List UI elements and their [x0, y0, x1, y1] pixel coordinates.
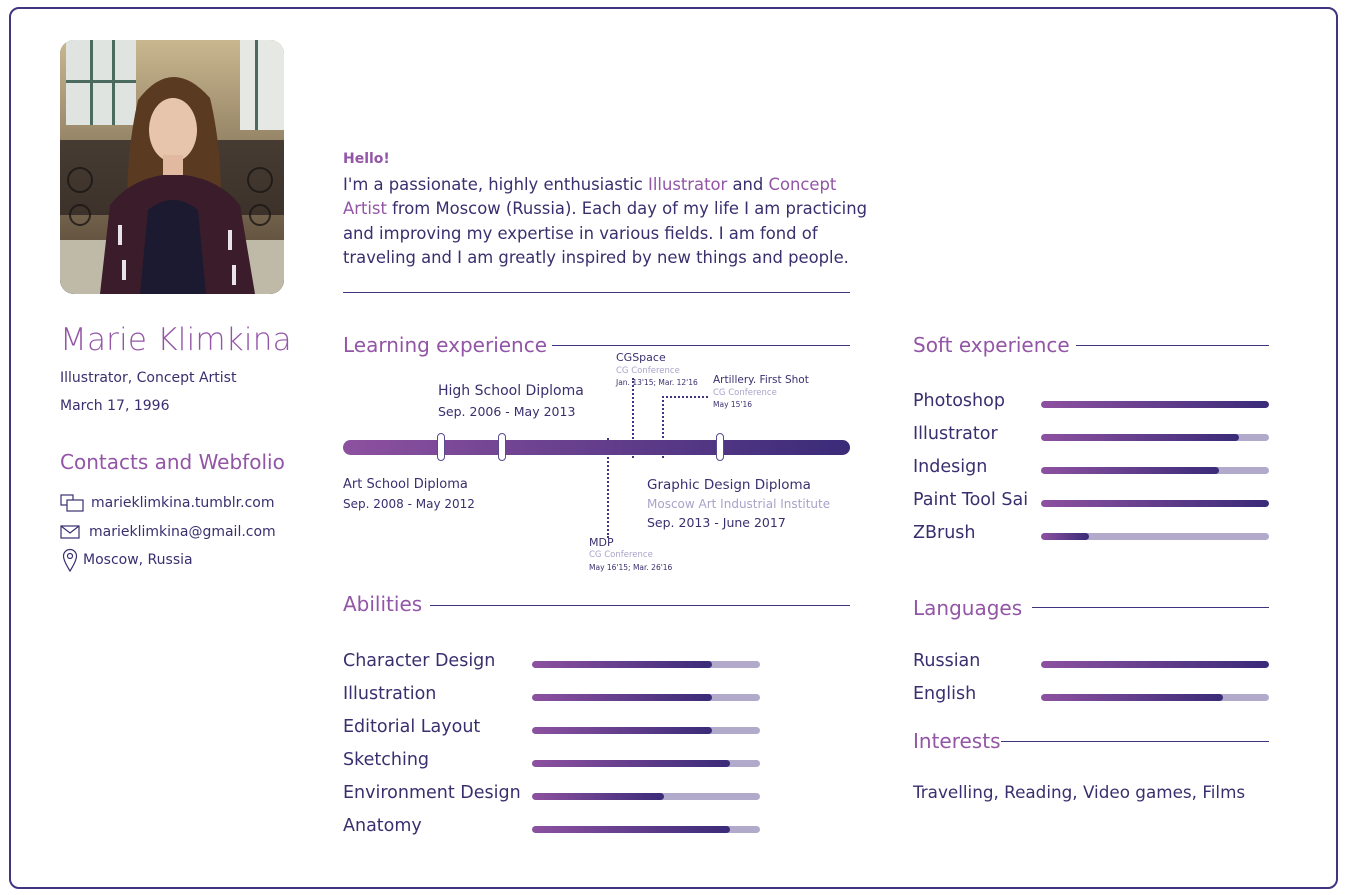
skill-label: Illustrator	[913, 424, 998, 444]
contacts-title: Contacts and Webfolio	[60, 450, 285, 474]
event-artillery-title: Artillery. First Shot	[713, 374, 809, 386]
event-artillery-type: CG Conference	[713, 388, 777, 398]
interests-title: Interests	[913, 729, 1001, 753]
skill-bar-fill	[1041, 694, 1223, 701]
skill-bar-fill	[1041, 661, 1269, 668]
skill-label: Character Design	[343, 651, 496, 671]
skill-bar	[1041, 661, 1269, 668]
skill-bar-fill	[532, 793, 664, 800]
skill-label: Paint Tool Sai	[913, 490, 1029, 510]
profile-photo	[60, 40, 284, 294]
contact-webfolio[interactable]	[60, 494, 275, 512]
timeline-marker	[437, 433, 445, 461]
education-timeline	[343, 440, 850, 455]
abilities-title: Abilities	[343, 592, 423, 616]
mail-icon	[60, 525, 80, 539]
skill-label: Indesign	[913, 457, 988, 477]
skill-bar-fill	[1041, 500, 1269, 507]
artillery-connector-h	[662, 396, 708, 398]
skill-bar	[532, 826, 760, 833]
skill-label: Russian	[913, 651, 981, 671]
skill-bar	[1041, 533, 1269, 540]
skill-bar	[1041, 500, 1269, 507]
skill-bar-fill	[532, 661, 712, 668]
event-graphic-design-title: Graphic Design Diploma	[647, 477, 811, 493]
contact-email[interactable]	[60, 524, 276, 540]
skill-bar	[1041, 694, 1269, 701]
skill-bar-fill	[1041, 401, 1269, 408]
skill-bar	[532, 760, 760, 767]
soft-title-line	[1076, 345, 1269, 346]
event-art-school-title: Art School Diploma	[343, 477, 468, 492]
skill-label: Editorial Layout	[343, 717, 481, 737]
interests-text: Travelling, Reading, Video games, Films	[913, 782, 1246, 802]
skill-bar	[532, 661, 760, 668]
soft-title: Soft experience	[913, 333, 1070, 357]
skill-bar	[532, 727, 760, 734]
timeline-marker	[716, 433, 724, 461]
intro-divider	[343, 292, 850, 293]
contact-location-text: Moscow, Russia	[83, 552, 193, 568]
intro-paragraph: I'm a passionate, highly enthusiastic Illustrator and Concept Artist from Moscow (Russia). Each day of my life I am practicing and improving my expertise in various fields. I am fond of traveling and I am greatly inspired by new things and people.	[343, 175, 867, 267]
skill-bar	[1041, 401, 1269, 408]
skill-label: Photoshop	[913, 391, 1005, 411]
event-mdp-title: MDP	[589, 536, 614, 549]
skill-bar	[532, 694, 760, 701]
webfolio-icon	[60, 494, 85, 512]
learning-title: Learning experience	[343, 333, 548, 357]
hello-heading: Hello!	[343, 151, 390, 167]
person-dob: March 17, 1996	[60, 398, 170, 414]
abilities-title-line	[430, 605, 850, 606]
skill-label: Environment Design	[343, 783, 521, 803]
event-graphic-design-date: Sep. 2013 - June 2017	[647, 515, 786, 530]
contact-location	[62, 548, 193, 572]
skill-bar-fill	[1041, 533, 1089, 540]
event-mdp-type: CG Conference	[589, 550, 653, 560]
contact-webfolio-text[interactable]: marieklimkina.tumblr.com	[91, 495, 275, 511]
event-cgspace-date: Jan. 13'15; Mar. 12'16	[616, 378, 698, 387]
event-cgspace-type: CG Conference	[616, 366, 680, 376]
location-pin-icon	[62, 548, 78, 572]
event-mdp-date: May 16'15; Mar. 26'16	[589, 563, 673, 572]
event-high-school-date: Sep. 2006 - May 2013	[438, 404, 576, 419]
skill-label: English	[913, 684, 977, 704]
event-high-school-title: High School Diploma	[438, 383, 584, 399]
event-graphic-design-org: Moscow Art Industrial Institute	[647, 497, 831, 511]
interests-title-line	[1001, 741, 1269, 742]
timeline-marker	[498, 433, 506, 461]
learning-title-line	[552, 345, 850, 346]
event-artillery-date: May 15'16	[713, 400, 753, 409]
skill-bar	[1041, 434, 1269, 441]
skill-label: Illustration	[343, 684, 437, 704]
person-role: Illustrator, Concept Artist	[60, 370, 237, 386]
skill-bar	[1041, 467, 1269, 474]
skill-bar-fill	[532, 727, 712, 734]
skill-label: Anatomy	[343, 816, 422, 836]
skill-label: Sketching	[343, 750, 430, 770]
skill-label: ZBrush	[913, 523, 976, 543]
skill-bar-fill	[532, 826, 730, 833]
person-name: Marie Klimkina	[60, 322, 292, 358]
skill-bar-fill	[1041, 434, 1239, 441]
event-cgspace-title: CGSpace	[616, 351, 666, 364]
skill-bar-fill	[1041, 467, 1219, 474]
skill-bar-fill	[532, 760, 730, 767]
contact-email-text[interactable]: marieklimkina@gmail.com	[89, 524, 276, 540]
skill-bar-fill	[532, 694, 712, 701]
languages-title: Languages	[913, 596, 1023, 620]
languages-title-line	[1032, 607, 1269, 608]
event-art-school-date: Sep. 2008 - May 2012	[343, 497, 475, 511]
skill-bar	[532, 793, 760, 800]
